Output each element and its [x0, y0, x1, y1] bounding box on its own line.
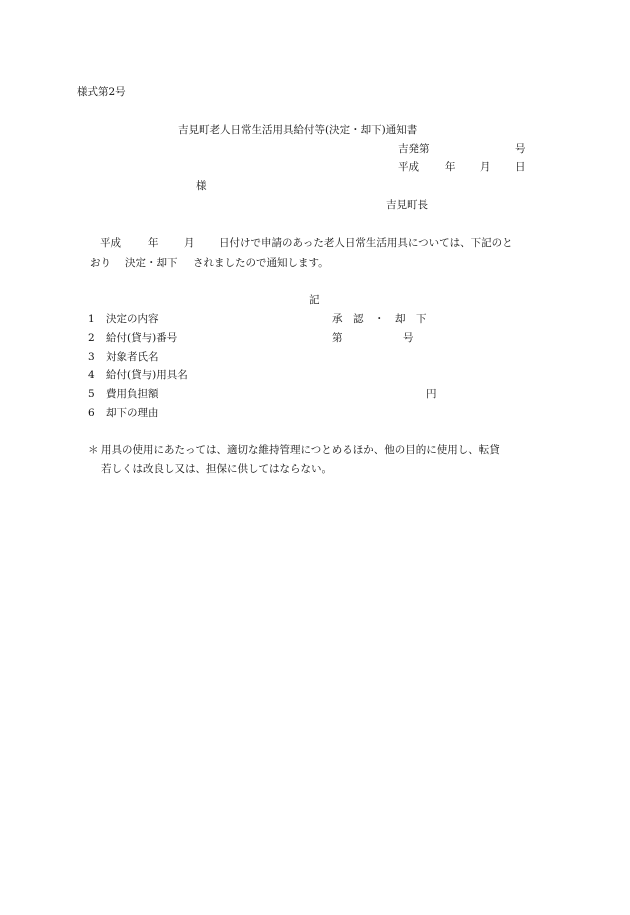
item-label: 決定の内容: [106, 313, 159, 325]
body-line2-end: されましたので通知します。: [193, 257, 329, 269]
document-title: 吉見町老人日常生活用具給付等(決定・却下)通知書: [178, 124, 418, 136]
number-suffix: 号: [403, 332, 414, 344]
item-number: 1: [88, 313, 95, 325]
item-label: 給付(貸与)用具名: [106, 369, 188, 381]
doc-number-prefix: 吉発第: [398, 143, 430, 155]
item-label: 給付(貸与)番号: [106, 332, 178, 344]
item-number: 4: [88, 369, 95, 381]
item-label: 却下の理由: [106, 407, 159, 419]
body-line1-rest: 日付けで申請のあった老人日常生活用具については、下記のと: [219, 237, 513, 249]
date-era: 平成: [398, 161, 419, 173]
body-line2-decision: 決定・却下: [125, 257, 178, 269]
note-mark: ＊: [88, 444, 99, 456]
date-month: 月: [480, 161, 491, 173]
doc-number-suffix: 号: [515, 143, 526, 155]
decision-options: 承 認 ・ 却 下: [332, 313, 427, 325]
item-number: 2: [88, 332, 95, 344]
number-prefix: 第: [332, 332, 343, 344]
ki-heading: 記: [309, 294, 320, 306]
note-line2: 若しくは改良し又は、担保に供してはならない。: [101, 463, 332, 475]
item-number: 3: [88, 351, 95, 363]
amount-unit: 円: [426, 388, 437, 400]
item-number: 5: [88, 388, 95, 400]
item-label: 費用負担額: [106, 388, 159, 400]
note-line1: 用具の使用にあたっては、適切な維持管理につとめるほか、他の目的に使用し、転貸: [101, 444, 500, 456]
date-day: 日: [515, 161, 526, 173]
issuer: 吉見町長: [386, 199, 428, 211]
body-year: 年: [148, 237, 159, 249]
body-month: 月: [184, 237, 195, 249]
item-number: 6: [88, 407, 95, 419]
body-line2-start: おり: [90, 257, 111, 269]
item-label: 対象者氏名: [106, 351, 159, 363]
addressee-suffix: 様: [196, 180, 207, 192]
body-era: 平成: [100, 237, 121, 249]
form-number: 様式第2号: [77, 86, 126, 98]
date-year: 年: [445, 161, 456, 173]
